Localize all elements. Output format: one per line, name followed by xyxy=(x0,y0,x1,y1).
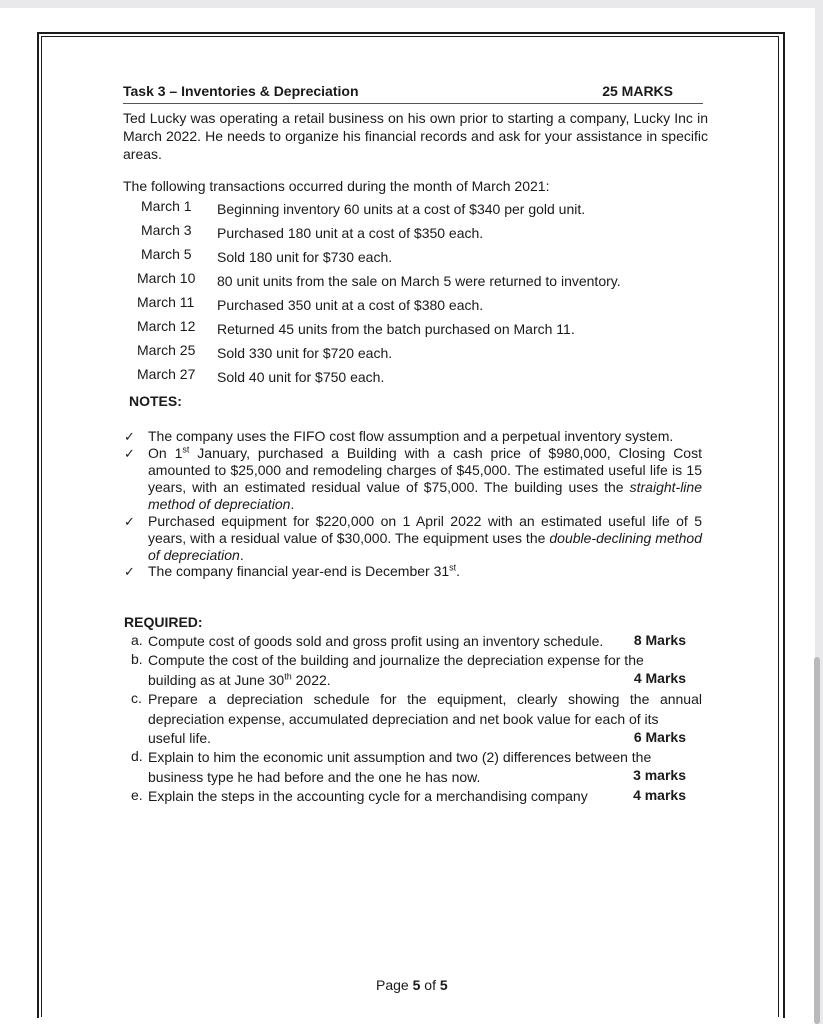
vertical-scrollbar[interactable] xyxy=(814,657,820,1024)
transaction-desc: Sold 330 unit for $720 each. xyxy=(217,345,393,361)
required-marks: 4 marks xyxy=(633,787,686,803)
transaction-desc: Purchased 180 unit at a cost of $350 each. xyxy=(217,225,484,241)
required-item-d: Explain to him the economic unit assumption and two (2) differences between the business type he had before and the one he has now. xyxy=(148,749,652,785)
transactions-intro: The following transactions occurred during the month of March 2021: xyxy=(123,178,550,194)
note-item: The company uses the FIFO cost flow assumption and a perpetual inventory system. xyxy=(148,428,674,444)
transaction-date: March 1 xyxy=(141,198,192,214)
page-number: Page 5 of 5 xyxy=(376,977,448,993)
transaction-date: March 10 xyxy=(137,270,196,286)
transaction-desc: Returned 45 units from the batch purchased on March 11. xyxy=(217,321,575,337)
transaction-desc: Sold 40 unit for $750 each. xyxy=(217,369,385,385)
task-title: Task 3 – Inventories & Depreciation xyxy=(123,83,359,99)
required-marks: 4 Marks xyxy=(633,670,686,686)
transaction-desc: Purchased 350 unit at a cost of $380 each. xyxy=(217,297,484,313)
intro-paragraph: Ted Lucky was operating a retail business on his own prior to starting a company, Lucky Inc in March 2022. He needs to organize his financial records and ask for your assistance in specific areas. xyxy=(123,110,708,162)
task-header xyxy=(123,83,703,104)
transaction-date: March 3 xyxy=(141,222,192,238)
required-letter: d. xyxy=(131,748,143,764)
transaction-desc: 80 unit units from the sale on March 5 were returned to inventory. xyxy=(217,273,621,289)
note-item: The company financial year-end is December 31st. xyxy=(148,562,461,579)
required-letter: e. xyxy=(131,787,143,803)
transaction-date: March 5 xyxy=(141,246,192,262)
checkmark-icon: ✓ xyxy=(124,514,135,529)
required-marks: 3 marks xyxy=(633,767,686,783)
transaction-date: March 12 xyxy=(137,318,196,334)
required-marks: 6 Marks xyxy=(633,729,686,745)
required-heading: REQUIRED: xyxy=(124,614,203,630)
required-item-a: Compute cost of goods sold and gross profit using an inventory schedule. xyxy=(148,633,604,649)
checkmark-icon: ✓ xyxy=(124,429,135,444)
checkmark-icon: ✓ xyxy=(124,564,135,579)
required-letter: b. xyxy=(131,651,143,667)
task-marks: 25 MARKS xyxy=(602,83,673,99)
required-letter: a. xyxy=(131,632,143,648)
transaction-date: March 25 xyxy=(137,342,196,358)
transaction-date: March 11 xyxy=(137,294,195,310)
required-letter: c. xyxy=(131,690,142,706)
notes-heading: NOTES: xyxy=(129,393,182,409)
checkmark-icon: ✓ xyxy=(124,446,135,461)
required-item-e: Explain the steps in the accounting cycle for a merchandising company xyxy=(148,788,588,804)
note-item: On 1st January, purchased a Building with a cash price of $980,000, Closing Cost amounted to $25,000 and remodeling charges of $45,000. The estimated useful life is 15 years, with an estimated residual value of $75,000. The building uses the straight-line method of depreciation. xyxy=(148,444,702,512)
transaction-desc: Sold 180 unit for $730 each. xyxy=(217,249,393,265)
required-item-c: Prepare a depreciation schedule for the equipment, clearly showing the annual depreciation expense, accumulated depreciation and net book value for each of its useful life. xyxy=(148,691,702,746)
transaction-desc: Beginning inventory 60 units at a cost of $340 per gold unit. xyxy=(217,201,586,217)
required-marks: 8 Marks xyxy=(633,632,686,648)
transaction-date: March 27 xyxy=(137,366,196,382)
required-item-b: Compute the cost of the building and journalize the depreciation expense for the building as at June 30th 2022. xyxy=(148,652,644,688)
note-item: Purchased equipment for $220,000 on 1 April 2022 with an estimated useful life of 5 years, with a residual value of $30,000. The equipment uses the double-declining method of depreciation. xyxy=(148,513,702,563)
